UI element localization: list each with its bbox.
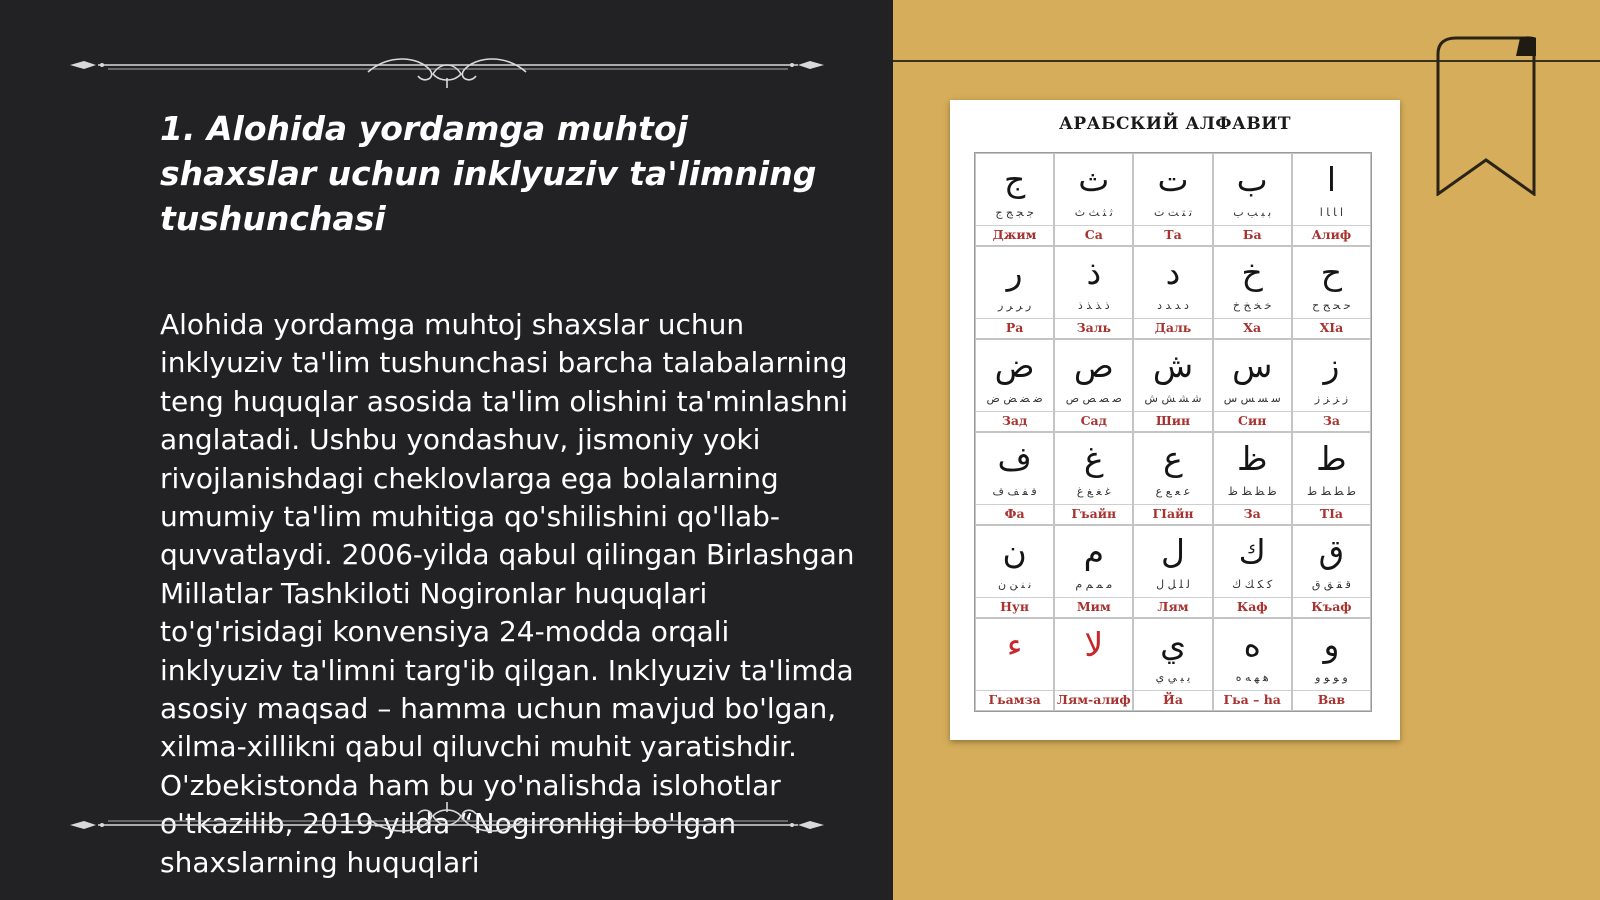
letter-glyph: ز xyxy=(1323,346,1340,385)
letter-glyph: ش xyxy=(1152,346,1194,385)
letter-name: Нун xyxy=(976,597,1053,616)
letter-cell xyxy=(1213,525,1292,618)
letter-glyph: ض xyxy=(994,346,1035,385)
letter-forms: ﻭ ﻮ ﻮ ﻭ xyxy=(1315,671,1348,684)
letter-name: ГIайн xyxy=(1134,504,1211,523)
letter-glyph: ظ xyxy=(1236,439,1268,478)
letter-cell xyxy=(975,246,1054,339)
letter-forms: ﺍ ﺎ ﺎ ﺍ xyxy=(1319,206,1344,219)
letter-cell xyxy=(1054,618,1133,711)
letter-cell xyxy=(975,525,1054,618)
letter-cell xyxy=(1054,432,1133,525)
letter-cell xyxy=(1292,618,1371,711)
letter-forms: ﺭ ﺮ ﺮ ﺭ xyxy=(997,299,1032,312)
letter-cell xyxy=(975,339,1054,432)
letter-glyph: ذ xyxy=(1086,253,1102,292)
letter-forms: ﺟ ﺠ ﺞ ﺝ xyxy=(995,206,1034,219)
letter-glyph: ح xyxy=(1320,253,1343,292)
letter-glyph: ع xyxy=(1163,439,1183,478)
letter-name: Син xyxy=(1214,411,1291,430)
letter-glyph: ج xyxy=(1003,160,1026,199)
letter-name: ТIа xyxy=(1293,504,1370,523)
letter-cell xyxy=(1054,246,1133,339)
letter-forms: ﻇ ﻈ ﻆ ﻅ xyxy=(1227,485,1277,498)
letter-cell xyxy=(1213,339,1292,432)
letter-forms: ﺑ ﺒ ﺐ ﺏ xyxy=(1233,206,1272,219)
letter-forms: ﺳ ﺴ ﺲ ﺱ xyxy=(1223,392,1281,405)
bookmark-ribbon-icon xyxy=(1436,36,1536,196)
letter-glyph: م xyxy=(1083,532,1105,571)
letter-glyph: ن xyxy=(1002,532,1027,571)
letter-name: Зад xyxy=(976,411,1053,430)
letter-cell xyxy=(1292,246,1371,339)
letter-name: Алиф xyxy=(1293,225,1370,244)
letter-name: Ба xyxy=(1214,225,1291,244)
letter-cell xyxy=(975,618,1054,711)
letter-forms: ﻃ ﻄ ﻂ ﻁ xyxy=(1306,485,1356,498)
letter-forms: ﻳ ﻴ ﻲ ﻱ xyxy=(1155,671,1191,684)
letter-forms: ﺻ ﺼ ﺺ ﺹ xyxy=(1065,392,1122,405)
letter-forms: ﺗ ﺘ ﺖ ﺕ xyxy=(1153,206,1193,219)
letter-cell xyxy=(1133,246,1212,339)
top-scroll-ornament xyxy=(68,44,826,88)
letter-glyph: ر xyxy=(1006,253,1023,292)
letter-name: Та xyxy=(1134,225,1211,244)
letter-cell xyxy=(1054,525,1133,618)
letter-cell xyxy=(1133,525,1212,618)
letter-name: За xyxy=(1214,504,1291,523)
letter-glyph: ه xyxy=(1243,625,1261,664)
letter-forms: ﺿ ﻀ ﺾ ﺽ xyxy=(986,392,1043,405)
letter-name: ХIа xyxy=(1293,318,1370,337)
alphabet-grid xyxy=(974,152,1372,712)
letter-cell xyxy=(975,432,1054,525)
letter-cell xyxy=(1054,153,1133,246)
letter-forms: ﺩ ﺪ ﺪ ﺩ xyxy=(1157,299,1189,312)
letter-glyph: لا xyxy=(1084,625,1104,664)
arabic-alphabet-poster xyxy=(950,100,1400,740)
letter-glyph: د xyxy=(1165,253,1181,292)
letter-name: За xyxy=(1293,411,1370,430)
letter-name: Мим xyxy=(1055,597,1132,616)
letter-name: Даль xyxy=(1134,318,1211,337)
letter-forms: ﻛ ﻜ ﻚ ﻙ xyxy=(1232,578,1273,591)
letter-name: Гьа – ha xyxy=(1214,690,1291,709)
letter-name: Са xyxy=(1055,225,1132,244)
letter-forms: ﺷ ﺸ ﺶ ﺵ xyxy=(1144,392,1202,405)
poster-title: АРАБСКИЙ АЛФАВИТ xyxy=(1059,114,1291,134)
letter-name: Лям xyxy=(1134,597,1211,616)
letter-glyph: ق xyxy=(1318,532,1345,571)
letter-name: Ра xyxy=(976,318,1053,337)
bottom-scroll-ornament xyxy=(68,802,826,846)
letter-cell xyxy=(1213,618,1292,711)
letter-forms: ﻋ ﻌ ﻊ ﻉ xyxy=(1155,485,1191,498)
slide-title: 1. Alohida yordamga muhtoj shaxslar uchun inklyuziv ta'limning tushunchasi xyxy=(160,109,817,238)
letter-name: Шин xyxy=(1134,411,1211,430)
letter-forms: ﺧ ﺨ ﺦ ﺥ xyxy=(1232,299,1272,312)
letter-cell xyxy=(1292,525,1371,618)
letter-cell xyxy=(1292,153,1371,246)
letter-forms: ﺯ ﺰ ﺰ ﺯ xyxy=(1314,392,1349,405)
letter-glyph: ص xyxy=(1073,346,1114,385)
letter-forms: ﻣ ﻤ ﻢ ﻡ xyxy=(1075,578,1113,591)
letter-cell xyxy=(1292,432,1371,525)
letter-forms: ﻗ ﻘ ﻖ ﻕ xyxy=(1311,578,1351,591)
letter-forms: ﻧ ﻨ ﻦ ﻥ xyxy=(997,578,1032,591)
letter-name: Каф xyxy=(1214,597,1291,616)
letter-cell xyxy=(1133,153,1212,246)
letter-name: Джим xyxy=(976,225,1053,244)
letter-name: Фа xyxy=(976,504,1053,523)
letter-name: Ха xyxy=(1214,318,1291,337)
letter-name: Сад xyxy=(1055,411,1132,430)
letter-glyph: و xyxy=(1323,625,1340,664)
letter-forms: ﻓ ﻔ ﻒ ﻑ xyxy=(992,485,1037,498)
letter-name: Гьамза xyxy=(976,690,1053,709)
letter-glyph: ث xyxy=(1078,160,1110,199)
letter-name: Йа xyxy=(1134,690,1211,709)
letter-cell xyxy=(1133,618,1212,711)
letter-name: Лям-алиф xyxy=(1056,692,1131,707)
letter-forms: ﻏ ﻐ ﻎ ﻍ xyxy=(1076,485,1111,498)
letter-name: Вав xyxy=(1293,690,1370,709)
letter-forms: ﺣ ﺤ ﺢ ﺡ xyxy=(1312,299,1351,312)
letter-glyph: ء xyxy=(1006,625,1023,664)
letter-glyph: ي xyxy=(1160,625,1186,664)
letter-glyph: ا xyxy=(1326,160,1336,199)
letter-name: Заль xyxy=(1055,318,1132,337)
letter-cell xyxy=(1054,339,1133,432)
letter-cell xyxy=(1213,246,1292,339)
letter-glyph: ب xyxy=(1236,160,1268,199)
letter-cell xyxy=(1213,153,1292,246)
letter-cell xyxy=(1133,432,1212,525)
letter-glyph: غ xyxy=(1083,439,1104,478)
letter-cell xyxy=(975,153,1054,246)
letter-glyph: خ xyxy=(1241,253,1263,292)
slide-body-text: Alohida yordamga muhtoj shaxslar uchun inklyuziv ta'lim tushunchasi barcha talabalarning teng huquqlar asosida ta'lim olishini ta'minlashni anglatadi. Ushbu yondashuv, jismoniy yoki rivojlanishdagi cheklovlarga ega bolalarning umumiy ta'lim muhitiga qo'shilishini qo'llab-quvvatlaydi. 2006-yilda qabul qilingan Birlashgan Millatlar Tashkiloti Nogironlar huquqlari to'g'risidagi konvensiya 24-modda orqali inklyuziv ta'limni targ'ib qilgan. Inklyuziv ta'limda asosiy maqsad – hamma uchun mavjud bo'lgan, xilma-xillikni qabul qiluvchi muhit yaratishdir. O'zbekistonda ham bu yo'nalishda islohotlar o'tkazilib, 2019-yilda “Nogironligi bo'lgan shaxslarning huquqlari xyxy=(160,308,855,879)
letter-name: Къаф xyxy=(1293,597,1370,616)
letter-glyph: ك xyxy=(1238,532,1266,571)
letter-forms: ﺫ ﺬ ﺬ ﺫ xyxy=(1077,299,1110,312)
letter-cell xyxy=(1133,339,1212,432)
letter-glyph: ل xyxy=(1161,532,1185,571)
letter-forms: ﻫ ﻬ ﻪ ﻩ xyxy=(1235,671,1269,684)
letter-forms: ﺛ ﺜ ﺚ ﺙ xyxy=(1074,206,1113,219)
letter-glyph: ت xyxy=(1157,160,1189,199)
letter-glyph: س xyxy=(1232,346,1273,385)
letter-cell xyxy=(1213,432,1292,525)
letter-cell xyxy=(1292,339,1371,432)
letter-forms: ﻟ ﻠ ﻞ ﻝ xyxy=(1156,578,1190,591)
letter-name: Гъайн xyxy=(1055,504,1132,523)
letter-glyph: ط xyxy=(1316,439,1347,478)
letter-glyph: ف xyxy=(997,439,1032,478)
